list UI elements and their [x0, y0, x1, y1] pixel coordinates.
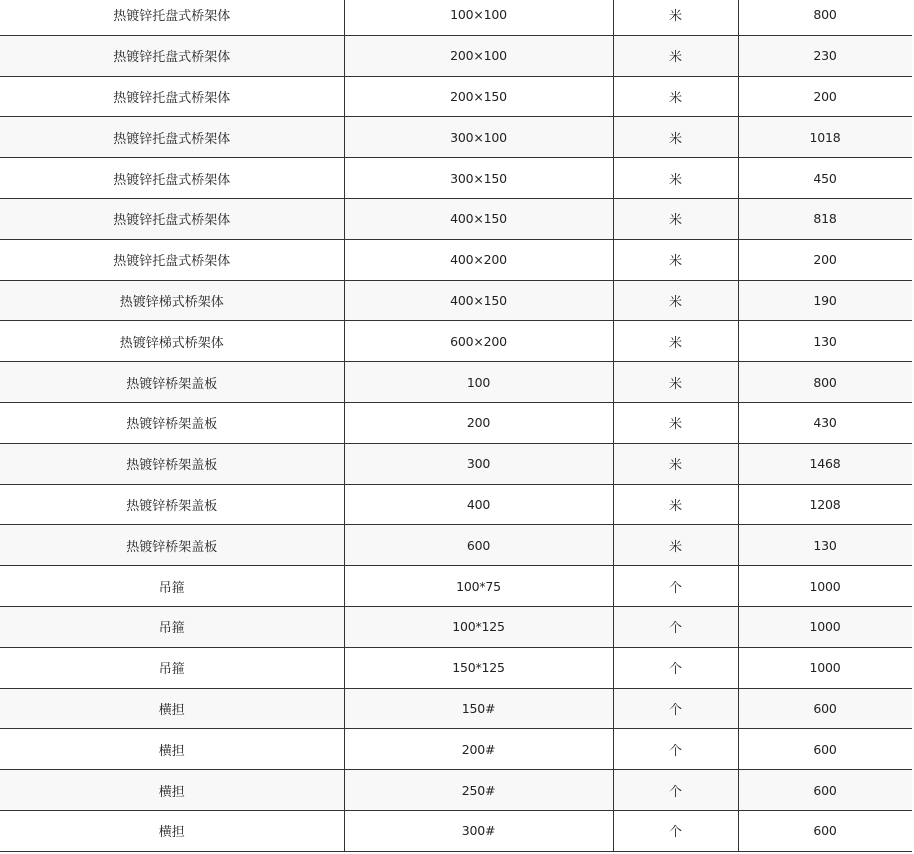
- table-row: [0, 484, 912, 525]
- cell-unit: 米: [613, 239, 738, 280]
- cell-spec: 200×150: [344, 76, 613, 117]
- cell-spec: 100: [344, 362, 613, 403]
- cell-spec: 400×200: [344, 239, 613, 280]
- cell-qty: 800: [738, 0, 912, 35]
- cell-spec: 400×150: [344, 198, 613, 239]
- cell-qty: 450: [738, 158, 912, 199]
- cell-unit: 米: [613, 443, 738, 484]
- cell-spec: 300×100: [344, 117, 613, 158]
- cell-qty: 600: [738, 770, 912, 811]
- cell-name: 热镀锌桥架盖板: [0, 402, 344, 443]
- cell-unit: 米: [613, 198, 738, 239]
- cell-spec: 300: [344, 443, 613, 484]
- cell-spec: 150*125: [344, 647, 613, 688]
- cell-name: 横担: [0, 810, 344, 851]
- cell-unit: 米: [613, 280, 738, 321]
- cell-unit: 米: [613, 402, 738, 443]
- cell-spec: 100*75: [344, 566, 613, 607]
- cell-unit: 米: [613, 525, 738, 566]
- cell-unit: 个: [613, 688, 738, 729]
- cell-name: 横担: [0, 688, 344, 729]
- table-row: [0, 566, 912, 607]
- cell-name: 热镀锌托盘式桥架体: [0, 117, 344, 158]
- cell-spec: 200×100: [344, 35, 613, 76]
- cell-qty: 800: [738, 362, 912, 403]
- cell-unit: 米: [613, 117, 738, 158]
- cell-spec: 150#: [344, 688, 613, 729]
- cell-spec: 600: [344, 525, 613, 566]
- table-row: [0, 810, 912, 851]
- table-row: [0, 402, 912, 443]
- table-row: [0, 688, 912, 729]
- cell-spec: 200#: [344, 729, 613, 770]
- cell-qty: 600: [738, 810, 912, 851]
- cell-qty: 130: [738, 321, 912, 362]
- cell-spec: 200: [344, 402, 613, 443]
- table-row: [0, 770, 912, 811]
- table-row: [0, 117, 912, 158]
- table-row: [0, 76, 912, 117]
- cell-name: 热镀锌桥架盖板: [0, 525, 344, 566]
- cell-unit: 个: [613, 606, 738, 647]
- cell-unit: 米: [613, 362, 738, 403]
- cell-name: 吊箍: [0, 606, 344, 647]
- cell-name: 热镀锌托盘式桥架体: [0, 158, 344, 199]
- cell-unit: 米: [613, 0, 738, 35]
- cell-spec: 250#: [344, 770, 613, 811]
- cell-name: 热镀锌托盘式桥架体: [0, 0, 344, 35]
- table-row: [0, 0, 912, 35]
- cell-unit: 个: [613, 566, 738, 607]
- cell-spec: 600×200: [344, 321, 613, 362]
- cell-unit: 米: [613, 484, 738, 525]
- table-row: [0, 239, 912, 280]
- cell-name: 热镀锌桥架盖板: [0, 443, 344, 484]
- cell-qty: 200: [738, 76, 912, 117]
- table-row: [0, 525, 912, 566]
- cell-qty: 1018: [738, 117, 912, 158]
- cell-qty: 600: [738, 729, 912, 770]
- cell-spec: 400: [344, 484, 613, 525]
- cell-name: 热镀锌托盘式桥架体: [0, 239, 344, 280]
- cell-name: 热镀锌桥架盖板: [0, 484, 344, 525]
- table-row: [0, 647, 912, 688]
- table-row: [0, 362, 912, 403]
- cell-name: 热镀锌桥架盖板: [0, 362, 344, 403]
- cell-spec: 100×100: [344, 0, 613, 35]
- cell-qty: 1208: [738, 484, 912, 525]
- cell-spec: 300#: [344, 810, 613, 851]
- cell-spec: 100*125: [344, 606, 613, 647]
- cell-qty: 818: [738, 198, 912, 239]
- cell-name: 热镀锌梯式桥架体: [0, 280, 344, 321]
- table-row: [0, 280, 912, 321]
- cell-qty: 1000: [738, 566, 912, 607]
- cell-qty: 200: [738, 239, 912, 280]
- cell-qty: 600: [738, 688, 912, 729]
- cell-unit: 米: [613, 158, 738, 199]
- table-row: [0, 158, 912, 199]
- cell-name: 热镀锌托盘式桥架体: [0, 76, 344, 117]
- cell-name: 热镀锌梯式桥架体: [0, 321, 344, 362]
- table-row: [0, 606, 912, 647]
- cell-unit: 米: [613, 76, 738, 117]
- cell-unit: 个: [613, 729, 738, 770]
- cell-qty: 1000: [738, 647, 912, 688]
- cell-name: 横担: [0, 729, 344, 770]
- table-row: [0, 729, 912, 770]
- cell-unit: 米: [613, 35, 738, 76]
- cell-qty: 1000: [738, 606, 912, 647]
- cell-qty: 430: [738, 402, 912, 443]
- cell-name: 吊箍: [0, 647, 344, 688]
- cell-spec: 300×150: [344, 158, 613, 199]
- cell-qty: 1468: [738, 443, 912, 484]
- table-row: [0, 321, 912, 362]
- cell-name: 热镀锌托盘式桥架体: [0, 198, 344, 239]
- cell-unit: 米: [613, 321, 738, 362]
- table-row: [0, 198, 912, 239]
- table-row: [0, 35, 912, 76]
- table-row: [0, 443, 912, 484]
- cell-qty: 130: [738, 525, 912, 566]
- cell-name: 吊箍: [0, 566, 344, 607]
- cell-name: 热镀锌托盘式桥架体: [0, 35, 344, 76]
- cell-unit: 个: [613, 770, 738, 811]
- cell-spec: 400×150: [344, 280, 613, 321]
- cell-unit: 个: [613, 810, 738, 851]
- cell-qty: 230: [738, 35, 912, 76]
- cell-qty: 190: [738, 280, 912, 321]
- cell-unit: 个: [613, 647, 738, 688]
- cell-name: 横担: [0, 770, 344, 811]
